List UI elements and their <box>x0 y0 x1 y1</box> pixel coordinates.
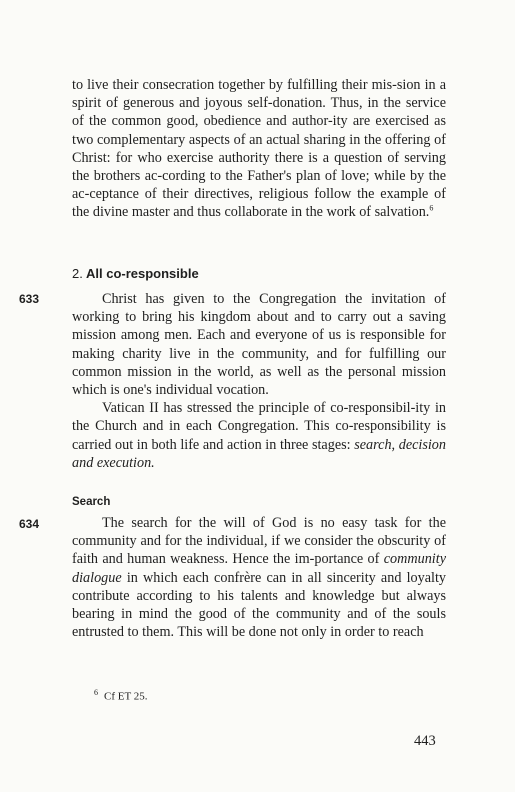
margin-number-633: 633 <box>19 292 40 306</box>
three-stages-emphasis: search, decision and execution. <box>72 436 446 471</box>
paragraph-vatican: Vatican II has stressed the principle of co-responsibil-ity in the Church and in each Congregation. This co-responsibility is carried out in both life and action in three stages: search, decision and execution. <box>72 400 446 471</box>
section-number: 2. <box>72 266 83 281</box>
section-heading <box>72 266 199 281</box>
paragraph-634: The search for the will of God is no easy task for the community and for the individual, if we consider the obscurity of faith and human weakness. Hence the im-portance of community dialogue in which each confrère can in all sincerity and loyalty contribute according to his talents and knowledge but always bearing in mind the good of the community and of the souls entrusted to them. This will be done not only in order to reach <box>72 515 446 641</box>
footnote-text: Cf ET 25. <box>104 690 148 703</box>
paragraph-633-block <box>72 290 446 472</box>
intro-paragraph: to live their consecration together by fulfilling their mis-sion in a spirit of generous and joyous self-donation. Thus, in the service of the common good, obedience and author-ity are exercised as two complementary aspects of an actual sharing in the offering of Christ: for who exercise authority there is a question of serving the brothers ac-cording to the Father's plan of love; while by the ac-ceptance of their directives, religious follow the example of the divine master and thus collaborate in the work of salvation.$^6$ <box>72 77 446 221</box>
subsection-heading: Search <box>72 496 111 508</box>
paragraph-633: Christ has given to the Congregation the invitation of working to bring his kingdom about and to carry out a saving mission among men. Each and everyone of us is responsible for making charity live in the community, and for fulfilling our common mission in the world, as well as the personal mission which is one's individual vocation. <box>72 291 446 399</box>
page-number: 443 <box>414 733 436 749</box>
section-title: All co-responsible <box>85 266 199 281</box>
footnote <box>94 688 148 703</box>
paragraph-634-block <box>72 514 446 641</box>
intro-paragraph-block <box>72 76 446 222</box>
footnote-mark: 6 <box>94 688 98 697</box>
footnote-ref: 6 <box>429 203 434 213</box>
margin-number-634: 634 <box>19 517 40 531</box>
community-dialogue-emphasis: community dialogue <box>72 551 446 586</box>
